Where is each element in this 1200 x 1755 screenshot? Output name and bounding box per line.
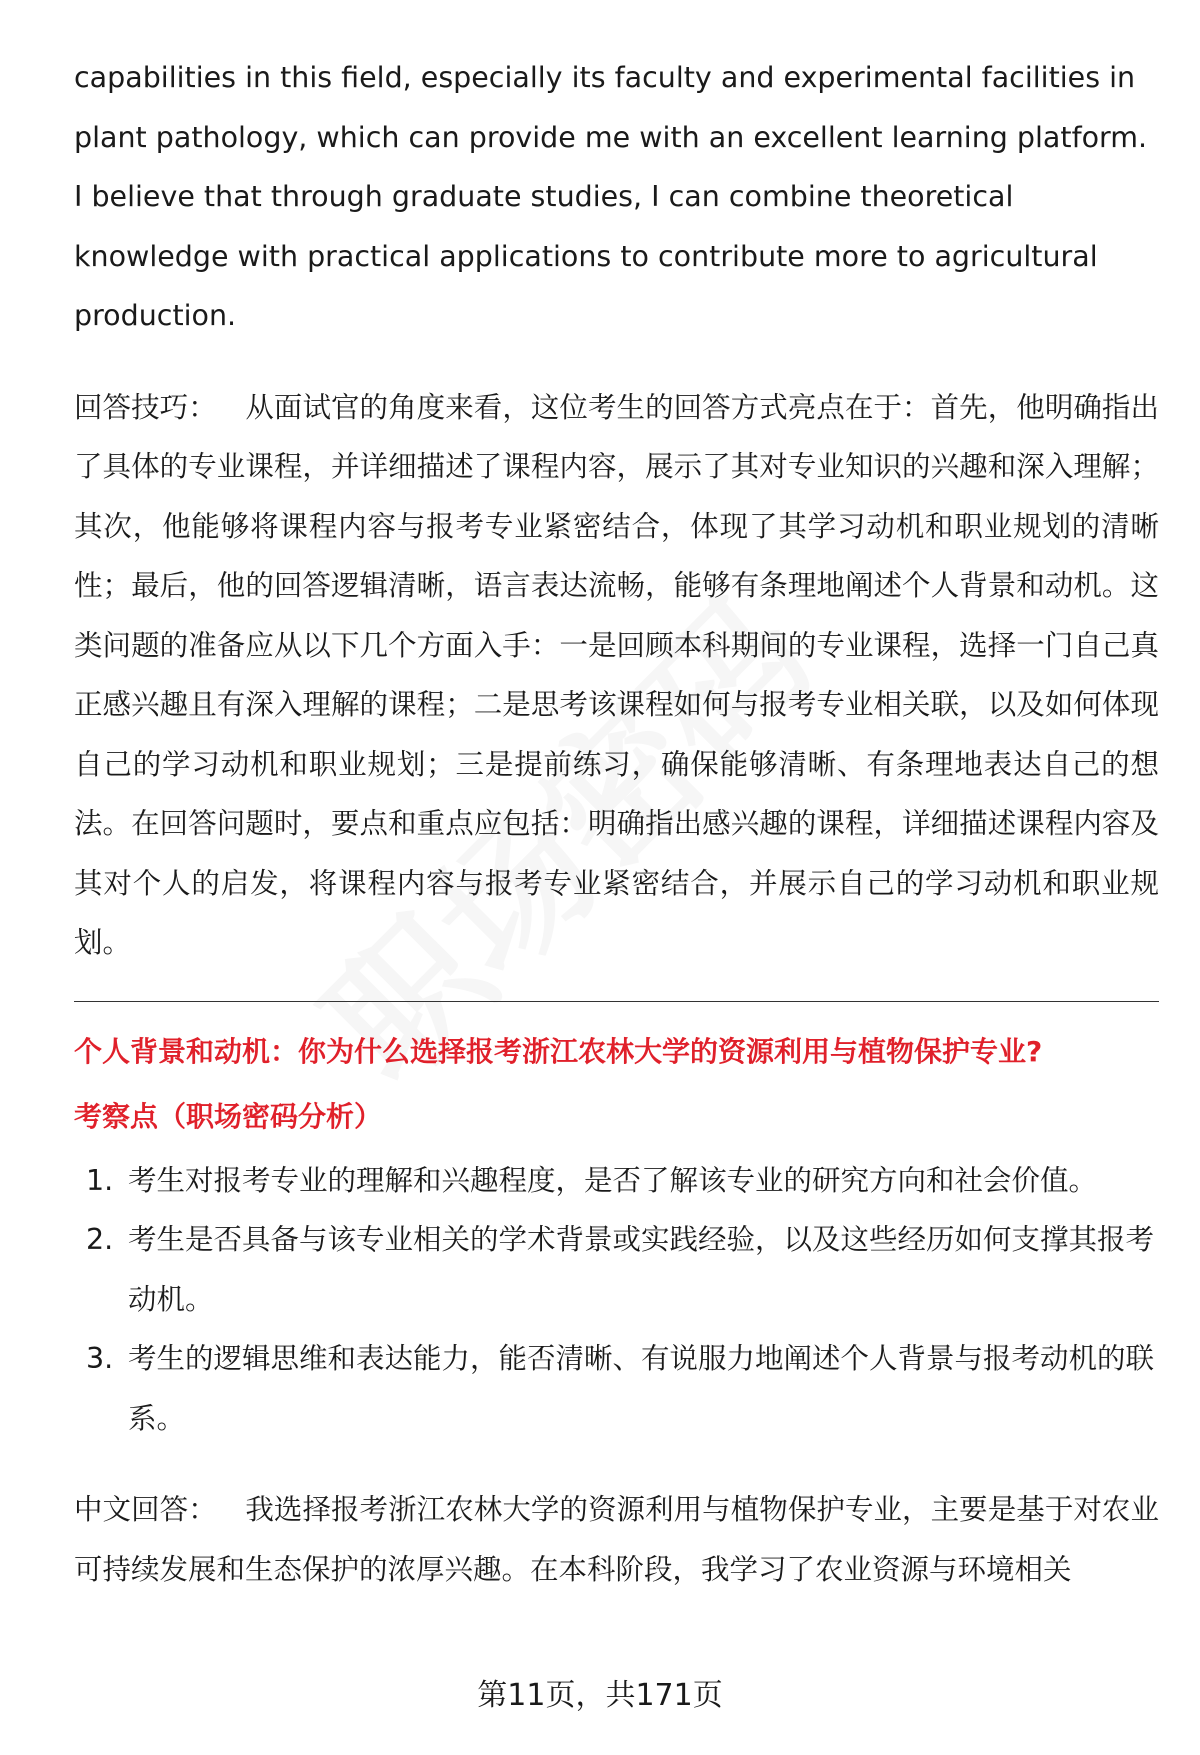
chinese-answer-paragraph [74, 1480, 1159, 1599]
list-item-text: 考生的逻辑思维和表达能力，能否清晰、有说服力地阐述个人背景与报考动机的联系。 [128, 1342, 1155, 1435]
section-divider [74, 1001, 1159, 1002]
answer-tips-paragraph [74, 378, 1159, 973]
question-title: 个人背景和动机：你为什么选择报考浙江农林大学的资源利用与植物保护专业? [74, 1034, 1043, 1068]
document-page [74, 48, 1159, 1599]
chinese-answer-label: 中文回答： [74, 1493, 217, 1526]
list-item-text: 考生是否具备与该专业相关的学术背景或实践经验，以及这些经历如何支撑其报考动机。 [128, 1223, 1155, 1316]
answer-tips-text: 从面试官的角度来看，这位考生的回答方式亮点在于：首先，他明确指出了具体的专业课程，并详细描述了课程内容，展示了其对专业知识的兴趣和深入理解；其次，他能够将课程内容与报考专业紧密结合，体现了其学习动机和职业规划的清晰性；最后，他的回答逻辑清晰，语言表达流畅，能够有条理地阐述个人背景和动机。这类问题的准备应从以下几个方面入手：一是回顾本科期间的专业课程，选择一门自己真正感兴趣且有深入理解的课程；二是思考该课程如何与报考专业相关联，以及如何体现自己的学习动机和职业规划；三是提前练习，确保能够清晰、有条理地表达自己的想法。在回答问题时，要点和重点应包括：明确指出感兴趣的课程，详细描述课程内容及其对个人的启发，将课程内容与报考专业紧密结合，并展示自己的学习动机和职业规划。 [74, 390, 1159, 959]
list-item-number: 1. [86, 1163, 114, 1197]
list-item [74, 1329, 1159, 1448]
page-number-footer: 第11页，共171页 [477, 1678, 723, 1713]
assessment-points-list [74, 1151, 1159, 1449]
answer-tips-label: 回答技巧： [74, 390, 217, 424]
list-item-number: 3. [86, 1342, 114, 1375]
question-subtitle: 考察点（职场密码分析） [74, 1099, 383, 1133]
list-item-text: 考生对报考专业的理解和兴趣程度，是否了解该专业的研究方向和社会价值。 [128, 1163, 1098, 1197]
list-item [74, 1151, 1159, 1211]
intro-english-paragraph: capabilities in this field, especially its faculty and experimental facilities in plant pathology, which can provide me with an excellent learning platform. I believe that through graduate studies, I can combine theoretical knowledge with practical applications to contribute more to agricultural production. [74, 61, 1148, 332]
list-item-number: 2. [86, 1223, 114, 1256]
list-item [74, 1210, 1159, 1329]
chinese-answer-text: 我选择报考浙江农林大学的资源利用与植物保护专业，主要是基于对农业可持续发展和生态保护的浓厚兴趣。在本科阶段，我学习了农业资源与环境相关 [74, 1493, 1159, 1586]
